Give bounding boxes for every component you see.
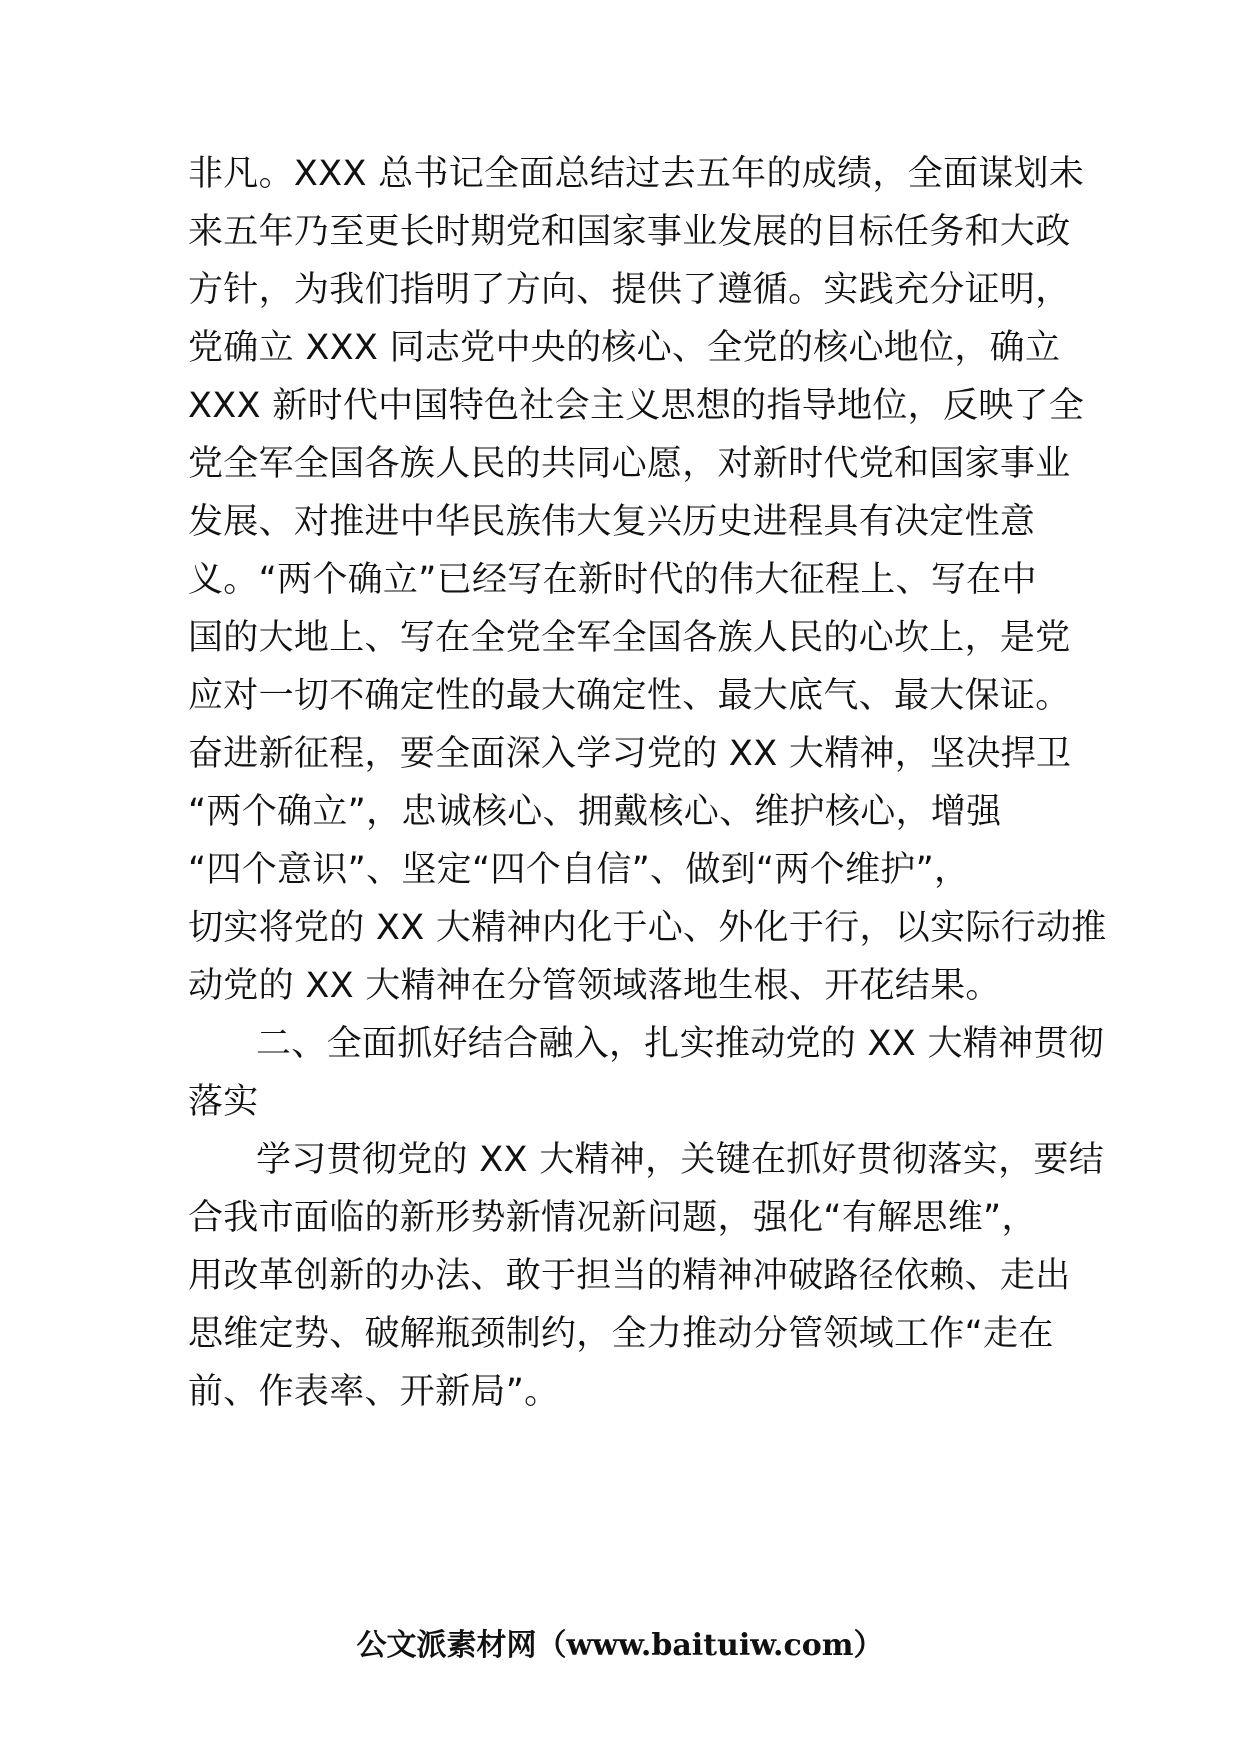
- paragraph-line: 前、作表率、开新局”。: [188, 1372, 560, 1412]
- paragraph-line: 义。“两个确立”已经写在新时代的伟大征程上、写在中: [188, 560, 1037, 600]
- paragraph-line: 国的大地上、写在全党全军全国各族人民的心坎上，是党: [188, 618, 1071, 658]
- paragraph-line: 动党的 XX 大精神在分管领域落地生根、开花结果。: [188, 966, 1001, 1006]
- paragraph-line: 合我市面临的新形势新情况新问题，强化“有解思维”，: [188, 1198, 1037, 1238]
- paragraph-line: 奋进新征程，要全面深入学习党的 XX 大精神，坚决捍卫: [188, 734, 1072, 774]
- paragraph-line: 发展、对推进中华民族伟大复兴历史进程具有决定性意: [188, 502, 1036, 542]
- paragraph-line: 来五年乃至更长时期党和国家事业发展的目标任务和大政: [188, 212, 1071, 252]
- paragraph-line: 方针，为我们指明了方向、提供了遵循。实践充分证明，: [188, 270, 1071, 310]
- paragraph-line: “四个意识”、坚定“四个自信”、做到“两个维护”，: [188, 850, 970, 890]
- paragraph-line: 思维定势、破解瓶颈制约，全力推动分管领域工作“走在: [188, 1314, 1054, 1354]
- paragraph-line: 用改革创新的办法、敢于担当的精神冲破路径依赖、走出: [188, 1256, 1071, 1296]
- section-heading: 二、全面抓好结合融入，扎实推动党的 XX 大精神贯彻: [256, 1024, 1105, 1064]
- footer-source: 公文派素材网（www.baituiw.com）: [356, 1628, 884, 1663]
- paragraph-line: XXX 新时代中国特色社会主义思想的指导地位，反映了全: [188, 386, 1085, 426]
- paragraph-line: 党确立 XXX 同志党中央的核心、全党的核心地位，确立: [188, 328, 1061, 368]
- section-heading-continued: 落实: [188, 1082, 259, 1122]
- paragraph-line: 切实将党的 XX 大精神内化于心、外化于行，以实际行动推: [188, 908, 1107, 948]
- paragraph-line: 应对一切不确定性的最大确定性、最大底气、最大保证。: [188, 676, 1071, 716]
- paragraph-line: 学习贯彻党的 XX 大精神，关键在抓好贯彻落实，要结: [256, 1140, 1105, 1180]
- paragraph-line: 非凡。XXX 总书记全面总结过去五年的成绩，全面谋划未: [188, 154, 1085, 194]
- paragraph-line: 党全军全国各族人民的共同心愿，对新时代党和国家事业: [188, 444, 1071, 484]
- paragraph-line: “两个确立”，忠诚核心、拥戴核心、维护核心，增强: [188, 792, 1002, 832]
